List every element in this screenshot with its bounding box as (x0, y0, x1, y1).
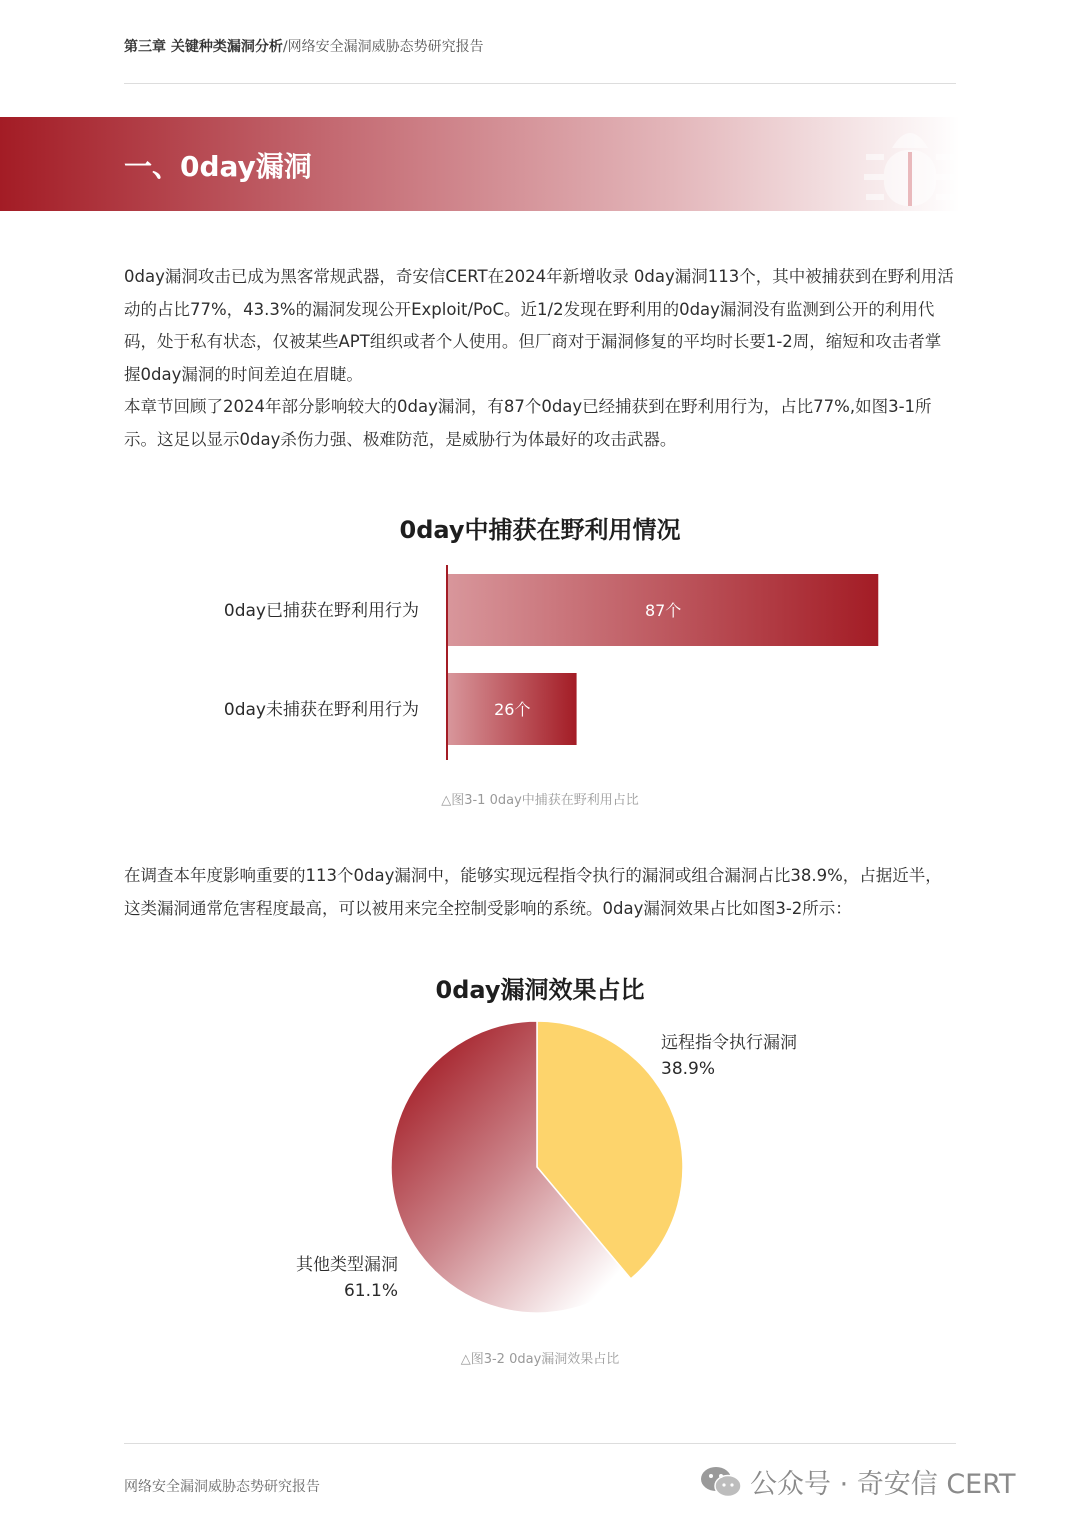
body-paragraph-3: 在调查本年度影响重要的113个0day漏洞中，能够实现远程指令执行的漏洞或组合漏洞占比38.9%，占据近半，这类漏洞通常危害程度最高，可以被用来完全控制受影响的系统。0day漏洞效果占比如图3-2所示： (124, 866, 942, 918)
watermark (700, 1462, 1016, 1501)
wechat-icon (700, 1465, 742, 1499)
body-paragraph-1: 0day漏洞攻击已成为黑客常规武器，奇安信CERT在2024年新增收录 0day漏洞113个，其中被捕获到在野利用活动的占比77%，43.3%的漏洞发现公开Exploit/PoC。近1/2发现在野利用的0day漏洞没有监测到公开的利用代码，处于私有状态，仅被某些APT组织或者个人使用。但厂商对于漏洞修复的平均时长要1-2周，缩短和攻击者掌握0day漏洞的时间差迫在眉睫。 (124, 267, 954, 384)
bar-value-label-1: 87个 (644, 601, 682, 620)
pie-chart-title: 0day漏洞效果占比 (435, 976, 645, 1004)
pie-value-label-2: 61.1% (343, 1281, 398, 1301)
bar-category-label-1: 0day已捕获在野利用行为 (223, 601, 419, 621)
pie-value-label-1: 38.9% (661, 1059, 716, 1079)
pie-label-1: 远程指令执行漏洞 (661, 1033, 797, 1053)
pie-chart (0, 1010, 1080, 1330)
section-title: 一、0day漏洞 (124, 150, 312, 183)
pie-label-2: 其他类型漏洞 (296, 1255, 398, 1275)
bar-category-label-2: 0day未捕获在野利用行为 (223, 700, 419, 720)
footer-report: 网络安全漏洞威胁态势研究报告 (124, 1479, 320, 1495)
header-divider (124, 83, 956, 84)
bug-icon (862, 120, 958, 210)
bar-chart (0, 560, 1080, 770)
running-header (124, 36, 484, 56)
bar-value-label-2: 26个 (494, 700, 531, 719)
header-chapter: 第三章 关键种类漏洞分析 (124, 39, 283, 55)
bar-chart-title: 0day中捕获在野利用情况 (399, 516, 681, 544)
bar-chart-caption: △图3-1 0day中捕获在野利用占比 (441, 793, 639, 808)
body-paragraph-2: 本章节回顾了2024年部分影响较大的0day漏洞，有87个0day已经捕获到在野利用行为，占比77%,如图3-1所示。这足以显示0day杀伤力强、极难防范，是威胁行为体最好的攻击武器。 (124, 397, 932, 449)
header-report: 网络安全漏洞威胁态势研究报告 (287, 39, 484, 55)
watermark-text: 公众号 · 奇安信 CERT (750, 1469, 1016, 1500)
header-separator: / (282, 39, 288, 55)
pie-chart-caption: △图3-2 0day漏洞效果占比 (460, 1352, 620, 1367)
footer-divider (124, 1443, 956, 1444)
